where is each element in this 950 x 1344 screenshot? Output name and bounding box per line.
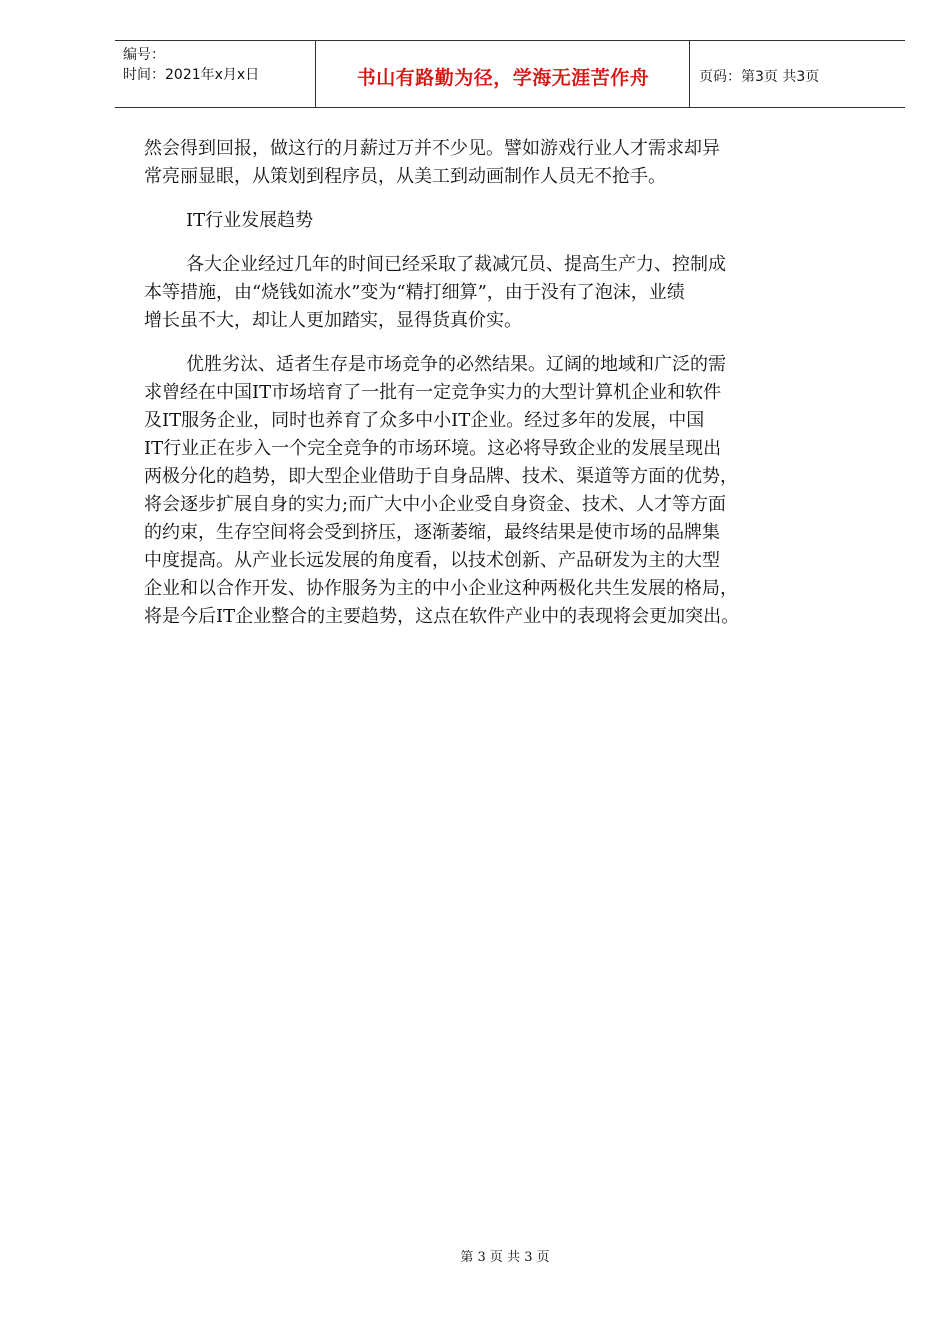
document-body [144, 135, 884, 631]
text-line: 然会得到回报，做这行的月薪过万并不少见。譬如游戏行业人才需求却异 [144, 138, 720, 159]
text-line: 及IT服务企业，同时也养育了众多中小IT企业。经过多年的发展，中国 [144, 410, 705, 431]
text-line: 优胜劣汰、适者生存是市场竞争的必然结果。辽阔的地域和广泛的需 [186, 354, 726, 375]
page-header [115, 40, 905, 108]
header-page-info: 页码：第3页 共3页 [699, 69, 820, 85]
paragraph [144, 351, 884, 631]
header-motto: 书山有路勤为径，学海无涯苦作舟 [356, 67, 650, 89]
text-line: 各大企业经过几年的时间已经采取了裁减冗员、提高生产力、控制成 [186, 254, 726, 275]
page-footer: 第 3 页 共 3 页 [460, 1250, 550, 1265]
text-line: IT行业正在步入一个完全竞争的市场环境。这必将导致企业的发展呈现出 [144, 438, 722, 459]
document-number-label: 编号： [123, 47, 165, 63]
text-line: 求曾经在中国IT市场培育了一批有一定竞争实力的大型计算机企业和软件 [144, 382, 722, 403]
text-line: 将是今后IT企业整合的主要趋势，这点在软件产业中的表现将会更加突出。 [144, 606, 740, 627]
continuation-paragraph [144, 135, 884, 191]
header-divider-left [315, 41, 316, 107]
text-line: 增长虽不大，却让人更加踏实，显得货真价实。 [144, 310, 522, 331]
text-line: 企业和以合作开发、协作服务为主的中小企业这种两极化共生发展的格局， [144, 578, 738, 599]
header-meta [123, 45, 259, 85]
header-divider-right [689, 41, 690, 107]
text-line: 本等措施，由“烧钱如流水”变为“精打细算”，由于没有了泡沫，业绩 [144, 282, 685, 303]
document-date: 时间：2021年x月x日 [123, 67, 260, 83]
text-line: 将会逐步扩展自身的实力;而广大中小企业受自身资金、技术、人才等方面 [144, 494, 727, 515]
text-line: 两极分化的趋势，即大型企业借助于自身品牌、技术、渠道等方面的优势， [144, 466, 738, 487]
text-line: 的约束，生存空间将会受到挤压，逐渐萎缩，最终结果是使市场的品牌集 [144, 522, 720, 543]
text-line: 常亮丽显眼，从策划到程序员，从美工到动画制作人员无不抢手。 [144, 166, 666, 187]
paragraph [144, 251, 884, 335]
text-line: 中度提高。从产业长远发展的角度看，以技术创新、产品研发为主的大型 [144, 550, 720, 571]
section-heading: IT行业发展趋势 [186, 210, 314, 231]
